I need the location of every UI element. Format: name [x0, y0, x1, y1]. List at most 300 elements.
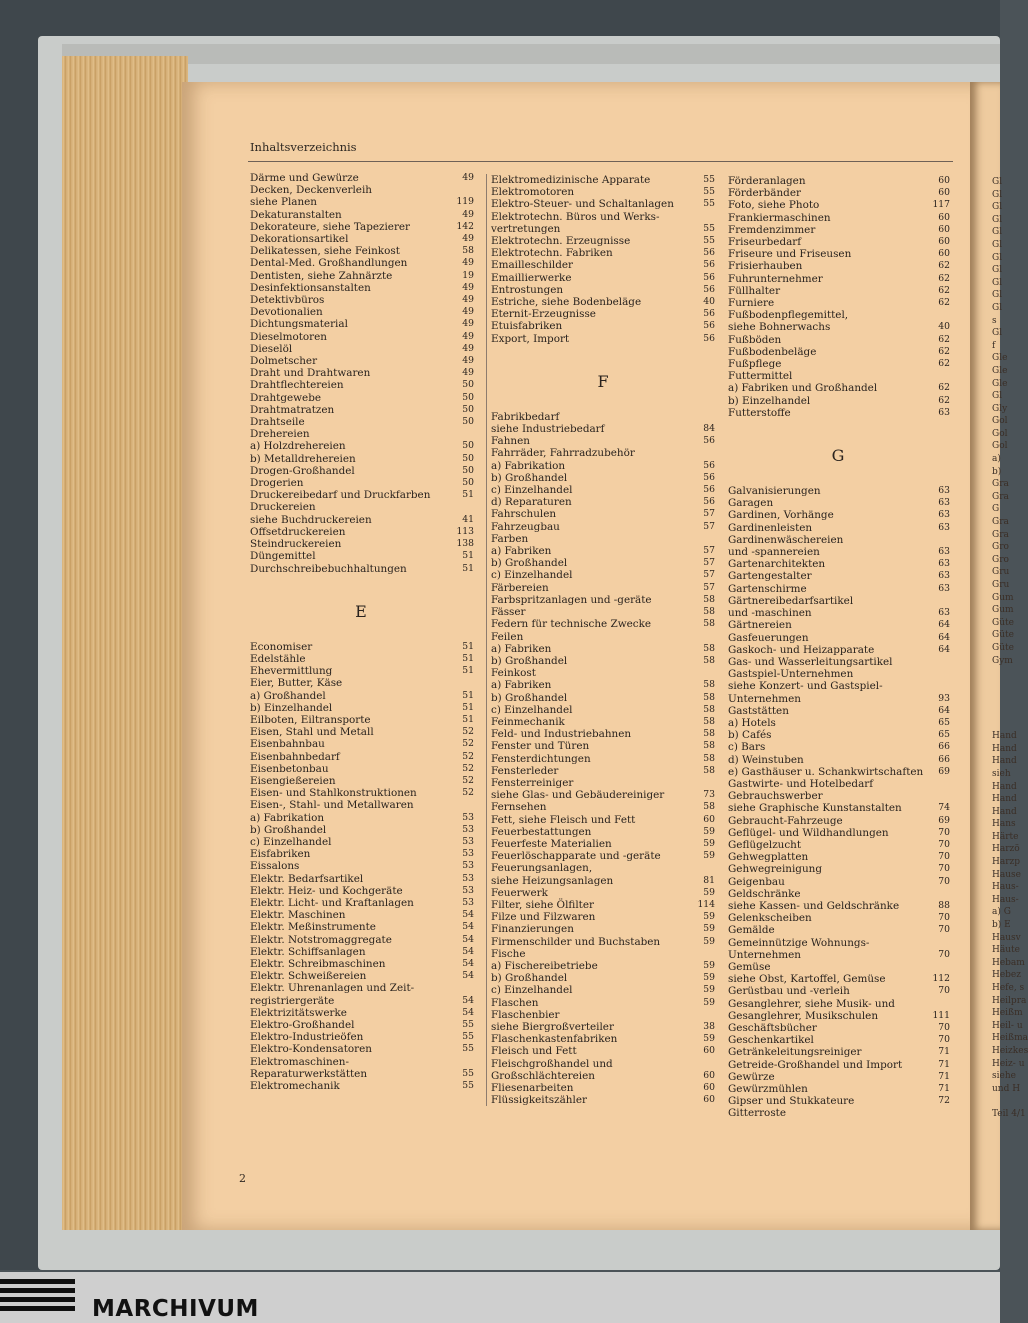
entry-page: 71 — [938, 1083, 950, 1095]
entry-page: 64 — [938, 704, 950, 716]
entry-term: Gemeinnützige Wohnungs-Unternehmen — [728, 936, 870, 961]
brand-name: MARCHIVUM — [92, 1296, 259, 1322]
entry-term: Gärtnereien — [728, 619, 792, 632]
index-entry — [246, 665, 476, 677]
entry-term: Dekorationsartikel — [250, 233, 349, 246]
index-entry — [246, 221, 476, 233]
entry-term: Fliesenarbeiten — [491, 1082, 574, 1095]
entry-page: 51 — [462, 562, 474, 574]
entry-page: 59 — [703, 911, 715, 923]
index-entry — [724, 497, 952, 509]
entry-page: 63 — [938, 521, 950, 533]
facing-page-text — [970, 692, 1000, 705]
entry-term: Dieselmotoren — [250, 330, 327, 343]
entry-page: 71 — [938, 1070, 950, 1082]
facing-page-text: Gym — [992, 655, 1013, 666]
index-entry — [246, 477, 476, 489]
facing-page-text: Hebez — [992, 970, 1022, 981]
index-entry — [487, 936, 719, 948]
entry-page: 58 — [703, 715, 715, 727]
entry-page: 51 — [462, 689, 474, 701]
entry-term: Edelstähle — [250, 652, 306, 665]
index-entry — [246, 209, 476, 221]
index-entry — [724, 790, 952, 814]
entry-term: Elektr. Schreibmaschinen — [250, 957, 386, 970]
index-entry — [246, 550, 476, 562]
index-entry — [487, 631, 719, 643]
entry-page: 63 — [938, 406, 950, 418]
entry-page: 50 — [462, 379, 474, 391]
entry-term: Elektro-Kondensatoren — [250, 1043, 372, 1056]
entry-page: 56 — [703, 435, 715, 447]
entry-term: Elektr. Schweißereien — [250, 970, 367, 983]
entry-page: 56 — [703, 283, 715, 295]
entry-page: 49 — [462, 294, 474, 306]
index-entry — [724, 985, 952, 997]
index-entry — [246, 245, 476, 257]
index-entry — [246, 331, 476, 343]
index-entry — [246, 282, 476, 294]
index-entry — [487, 508, 719, 520]
entry-page: 53 — [462, 835, 474, 847]
entry-page: 62 — [938, 394, 950, 406]
entry-term: Geschenkartikel — [728, 1034, 814, 1047]
index-entry — [487, 801, 719, 813]
entry-page: 81 — [703, 874, 715, 886]
entry-page: 56 — [703, 332, 715, 344]
index-entry — [246, 563, 476, 575]
facing-page-text: und H — [992, 1083, 1021, 1094]
entry-page: 63 — [938, 558, 950, 570]
index-entry — [487, 679, 719, 691]
entry-term: Finanzierungen — [491, 923, 574, 936]
facing-page-text: Gl — [992, 189, 1003, 200]
index-entry — [487, 606, 719, 618]
section-letter: E — [355, 601, 367, 621]
facing-page-text: Gro — [992, 542, 1009, 553]
entry-term: Drahtseile — [250, 416, 305, 429]
entry-page: 55 — [703, 174, 715, 185]
entry-page: 70 — [938, 875, 950, 887]
entry-page: 84 — [703, 423, 715, 435]
book-top-edge — [62, 44, 1000, 64]
facing-page-text: siehe — [992, 1071, 1016, 1082]
entry-term: Fernsehen — [491, 801, 547, 814]
index-entry — [246, 465, 476, 477]
entry-term: Gesanglehrer, siehe Musik- und Gesanglehrer, Musikschulen — [728, 997, 895, 1022]
index-entry — [246, 909, 476, 921]
entry-page: 56 — [703, 471, 715, 483]
facing-page-text: Haus- — [992, 894, 1019, 905]
entry-term: Gerüstbau und -verleih — [728, 985, 850, 998]
entry-page: 59 — [703, 923, 715, 935]
entry-page: 63 — [938, 497, 950, 509]
entry-page: 72 — [938, 1095, 950, 1107]
entry-page: 50 — [462, 403, 474, 415]
index-entry — [724, 778, 952, 790]
entry-term: Entrostungen — [491, 283, 564, 296]
index-entry — [724, 1071, 952, 1083]
facing-page-text: Gra — [992, 479, 1009, 490]
index-entry — [487, 174, 719, 186]
entry-page: 70 — [938, 912, 950, 924]
entry-term: Gärtnereibedarfsartikel und -maschinen — [728, 594, 854, 620]
entry-page: 53 — [462, 823, 474, 835]
entry-page: 54 — [462, 909, 474, 921]
entry-page: 53 — [462, 872, 474, 884]
entry-term: Fußbodenbeläge — [728, 345, 817, 358]
facing-page-text: Hefe, s — [992, 983, 1025, 993]
index-entry — [487, 259, 719, 271]
entry-term: Firmenschilder und Buchstaben — [491, 935, 661, 948]
entry-term: b) Einzelhandel — [250, 701, 333, 714]
entry-term: Feuerungsanlagen, siehe Heizungsanlagen — [491, 862, 614, 887]
entry-term: Gemüse siehe Obst, Kartoffel, Gemüse — [728, 960, 886, 986]
entry-term: Flaschenbier siehe Biergroßverteiler — [491, 1008, 614, 1033]
facing-page-text: Gl — [992, 252, 1003, 263]
entry-page: 60 — [938, 236, 950, 248]
index-entry — [724, 248, 952, 260]
entry-term: Futterstoffe — [728, 406, 791, 419]
entry-page: 50 — [462, 464, 474, 476]
entry-term: Düngemittel — [250, 550, 316, 563]
entry-term: Furniere — [728, 297, 775, 310]
index-entry — [487, 911, 719, 923]
index-entry — [487, 814, 719, 826]
index-entry — [246, 921, 476, 933]
entry-term: Offsetdruckereien — [250, 525, 346, 538]
entry-term: Eternit-Erzeugnisse — [491, 308, 596, 321]
entry-page: 58 — [703, 740, 715, 752]
facing-page-text: a) G — [992, 907, 1011, 918]
index-entry — [487, 533, 719, 545]
index-entry — [724, 187, 952, 199]
entry-page: 58 — [703, 654, 715, 666]
index-entry — [724, 370, 952, 382]
entry-page: 58 — [703, 691, 715, 703]
entry-term: Eilboten, Eiltransporte — [250, 713, 371, 726]
entry-page: 59 — [703, 984, 715, 996]
index-entry — [487, 545, 719, 557]
entry-page: 111 — [932, 1009, 950, 1021]
facing-page-text: sieh — [992, 768, 1011, 779]
index-entry — [487, 308, 719, 320]
entry-page: 55 — [462, 1067, 474, 1079]
entry-page: 63 — [938, 570, 950, 582]
entry-page: 54 — [462, 921, 474, 933]
entry-term: Elektromechanik — [250, 1080, 340, 1093]
entry-page: 63 — [938, 546, 950, 558]
facing-page-text: Gol — [992, 428, 1008, 439]
entry-term: d) Weinstuben — [728, 753, 804, 766]
entry-page: 54 — [462, 1006, 474, 1018]
index-entry — [487, 984, 719, 996]
entry-term: Drehereien — [250, 428, 310, 441]
entry-page: 113 — [456, 525, 474, 537]
entry-term: Gelenkscheiben — [728, 912, 812, 925]
index-entry — [246, 428, 476, 440]
facing-page-text: Gro — [992, 554, 1009, 565]
facing-page-text: b) E — [992, 920, 1011, 931]
entry-term: b) Metalldrehereien — [250, 452, 356, 465]
entry-term: Farbspritzanlagen und -geräte — [491, 593, 652, 606]
entry-page: 58 — [703, 728, 715, 740]
index-entry — [724, 924, 952, 936]
entry-term: Elektromedizinische Apparate — [491, 174, 651, 186]
entry-page: 55 — [462, 1080, 474, 1092]
facing-page-text: Gl — [992, 214, 1003, 225]
facing-page-fragment — [970, 82, 1028, 1230]
index-entry — [724, 717, 952, 729]
entry-page: 56 — [703, 496, 715, 508]
index-entry — [487, 521, 719, 533]
entry-page: 60 — [703, 1094, 715, 1106]
index-entry — [487, 272, 719, 284]
index-entry — [246, 860, 476, 872]
index-entry — [724, 644, 952, 656]
entry-page: 63 — [938, 509, 950, 521]
index-entry — [487, 777, 719, 801]
entry-term: c) Bars — [728, 741, 766, 754]
entry-page: 59 — [703, 850, 715, 862]
entry-page: 52 — [462, 787, 474, 799]
page-number: 2 — [239, 1172, 246, 1185]
entry-page: 58 — [703, 679, 715, 691]
index-entry — [246, 653, 476, 665]
index-entry — [724, 558, 952, 570]
entry-page: 58 — [703, 606, 715, 618]
entry-page: 59 — [703, 837, 715, 849]
facing-page-text: Gum — [992, 605, 1014, 616]
entry-page: 70 — [938, 1022, 950, 1033]
index-entry — [724, 1022, 952, 1034]
entry-page: 63 — [938, 607, 950, 619]
entry-page: 49 — [462, 355, 474, 367]
entry-page: 52 — [462, 726, 474, 738]
entry-page: 57 — [703, 508, 715, 520]
facing-page-text: Gra — [992, 491, 1009, 502]
index-entry — [724, 1034, 952, 1046]
index-entry — [724, 839, 952, 851]
index-entry — [724, 754, 952, 766]
entry-page: 58 — [703, 801, 715, 813]
entry-term: Eisengießereien — [250, 774, 336, 787]
entry-term: a) Fabriken — [491, 642, 552, 655]
entry-page: 60 — [703, 1082, 715, 1094]
facing-page-text: Hand — [992, 806, 1017, 817]
index-entry — [246, 404, 476, 416]
section-letter: G — [831, 446, 845, 466]
entry-page: 62 — [938, 382, 950, 394]
entry-term: Economiser — [250, 640, 313, 653]
index-entry — [246, 836, 476, 848]
index-entry — [724, 334, 952, 346]
index-entry — [246, 641, 476, 653]
entry-page: 50 — [462, 391, 474, 403]
entry-term: Filze und Filzwaren — [491, 911, 596, 924]
entry-term: Gartengestalter — [728, 570, 812, 583]
facing-page-text: Heißma — [992, 1033, 1028, 1044]
entry-page: 49 — [462, 281, 474, 293]
facing-page-text — [970, 705, 1000, 718]
entry-term: Elektr. Notstromaggregate — [250, 933, 392, 946]
index-entry — [246, 257, 476, 269]
index-entry — [724, 309, 952, 333]
index-entry — [724, 729, 952, 741]
entry-term: Feuerbestattungen — [491, 825, 592, 838]
index-entry — [246, 1056, 476, 1080]
index-entry — [724, 1059, 952, 1071]
facing-page-text: Harzö — [992, 844, 1020, 855]
facing-page-text: Heilpra — [992, 995, 1027, 1006]
entry-page: 57 — [703, 581, 715, 593]
index-entry — [487, 186, 719, 198]
entry-term: Federn für technische Zwecke — [491, 618, 652, 631]
entry-term: Elektro-Steuer- und Schaltanlagen — [491, 198, 674, 211]
entry-term: Futtermittel — [728, 370, 793, 383]
entry-term: Elektrizitätswerke — [250, 1006, 347, 1019]
index-entry — [724, 815, 952, 827]
index-entry — [246, 958, 476, 970]
facing-page-text: Gly — [992, 403, 1008, 414]
index-entry — [724, 766, 952, 778]
index-entry — [246, 318, 476, 330]
index-entry — [487, 899, 719, 911]
entry-term: Frisierhauben — [728, 260, 803, 273]
entry-page: 56 — [703, 459, 715, 471]
entry-term: Gaskoch- und Heizapparate — [728, 643, 875, 656]
entry-term: Gewürzmühlen — [728, 1083, 808, 1096]
entry-term: Eisfabriken — [250, 848, 311, 861]
entry-term: Färbereien — [491, 581, 549, 594]
entry-term: a) Großhandel — [250, 689, 326, 702]
entry-term: Flüssigkeitszähler — [491, 1094, 587, 1107]
entry-term: a) Fischereibetriebe — [491, 959, 598, 972]
index-entry — [487, 198, 719, 210]
entry-term: Fahnen — [491, 435, 530, 448]
entry-term: Fahrräder, Fahrradzubehör — [491, 447, 635, 460]
index-entry — [724, 705, 952, 717]
facing-page-text: Harzp — [992, 857, 1021, 868]
index-entry — [487, 1082, 719, 1094]
entry-term: c) Einzelhandel — [491, 484, 573, 497]
index-entry — [724, 632, 952, 644]
entry-term: Feuerfeste Materialien — [491, 837, 612, 850]
index-entry — [246, 775, 476, 787]
index-entry — [246, 1007, 476, 1019]
index-entry — [724, 595, 952, 619]
entry-page: 93 — [938, 692, 950, 704]
facing-page-text: Güte — [992, 617, 1014, 628]
entry-term: Eissalons — [250, 860, 300, 873]
index-entry — [487, 594, 719, 606]
entry-term: Dekaturanstalten — [250, 208, 342, 221]
entry-page: 50 — [462, 416, 474, 428]
entry-page: 60 — [938, 223, 950, 235]
entry-page: 58 — [703, 764, 715, 776]
entry-term: Friseure und Friseusen — [728, 248, 852, 261]
entry-term: Ehevermittlung — [250, 665, 333, 678]
index-entry — [246, 501, 476, 525]
facing-page-text: Gru — [992, 580, 1010, 590]
entry-term: Elektro-Großhandel — [250, 1019, 355, 1031]
index-entry — [724, 199, 952, 211]
entry-page: 70 — [938, 851, 950, 863]
entry-page: 55 — [462, 1043, 474, 1055]
index-entry — [487, 960, 719, 972]
entry-term: c) Einzelhandel — [250, 835, 332, 848]
index-entry — [487, 320, 719, 332]
entry-page: 59 — [703, 886, 715, 898]
entry-term: Fässer — [491, 606, 526, 619]
facing-page-text — [970, 667, 1000, 680]
index-entry — [246, 751, 476, 763]
entry-term: Därme und Gewürze — [250, 172, 359, 184]
index-entry — [246, 690, 476, 702]
index-entry — [487, 235, 719, 247]
entry-page: 49 — [462, 208, 474, 220]
facing-page-text: b) — [992, 466, 1002, 477]
entry-term: Gastwirte- und Hotelbedarf — [728, 777, 874, 790]
entry-term: Dichtungsmaterial — [250, 318, 348, 331]
entry-page: 59 — [703, 825, 715, 837]
index-entry — [246, 812, 476, 824]
index-entry — [246, 294, 476, 306]
entry-page: 64 — [938, 619, 950, 631]
facing-page-text: Heizkes — [992, 1045, 1028, 1056]
index-entry — [724, 358, 952, 370]
entry-term: Etuisfabriken — [491, 320, 563, 333]
index-entry — [246, 526, 476, 538]
index-entry — [724, 273, 952, 285]
entry-page: 62 — [938, 272, 950, 284]
facing-page-text: Gl — [992, 239, 1003, 250]
entry-page: 63 — [938, 485, 950, 497]
index-entry — [246, 270, 476, 282]
entry-page: 62 — [938, 333, 950, 345]
index-column-3 — [724, 175, 952, 1120]
index-entry — [246, 970, 476, 982]
entry-page: 49 — [462, 306, 474, 318]
index-entry — [724, 888, 952, 912]
index-entry — [246, 848, 476, 860]
index-entry — [487, 1058, 719, 1082]
entry-term: Gehwegplatten — [728, 851, 809, 864]
entry-page: 55 — [703, 235, 715, 247]
entry-term: Fensterleder — [491, 764, 559, 777]
entry-page: 59 — [703, 972, 715, 984]
index-entry — [487, 333, 719, 345]
entry-page: 52 — [462, 750, 474, 762]
entry-term: Gasfeuerungen — [728, 631, 809, 644]
entry-term: Drogen-Großhandel — [250, 464, 355, 477]
entry-page: 49 — [462, 367, 474, 379]
entry-term: Eisen- und Stahlkonstruktionen — [250, 787, 417, 800]
entry-term: Gardinenwäschereien und -spannereien — [728, 533, 844, 559]
entry-term: Dolmetscher — [250, 355, 318, 368]
entry-term: Geflügelzucht — [728, 838, 802, 851]
entry-term: a) Fabrikation — [491, 459, 566, 472]
entry-page: 60 — [938, 211, 950, 223]
entry-term: Friseurbedarf — [728, 236, 802, 249]
entry-page: 53 — [462, 884, 474, 896]
entry-term: Fabrikbedarf siehe Industriebedarf — [491, 410, 605, 436]
entry-page: 60 — [703, 813, 715, 825]
index-entry — [246, 392, 476, 404]
entry-page: 69 — [938, 814, 950, 826]
index-entry — [246, 306, 476, 318]
index-entry — [724, 485, 952, 497]
